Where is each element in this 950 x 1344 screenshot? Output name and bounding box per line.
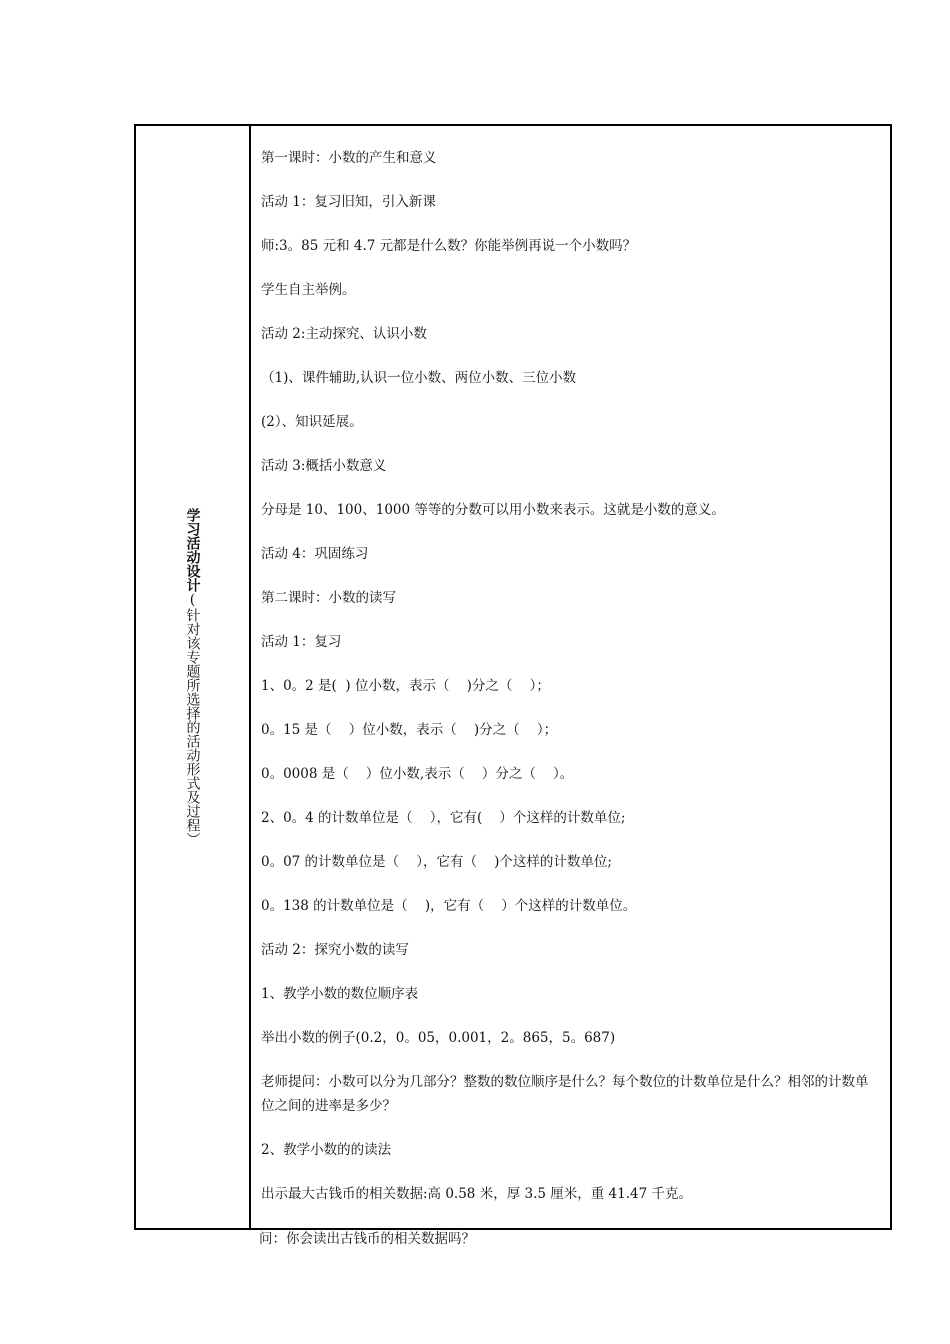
exercise-line: 1、0。2 是( ) 位小数，表示（ )分之（ ）； (261, 678, 550, 694)
exercise-line: 0。07 的计数单位是（ ），它有（ )个这样的计数单位; (261, 854, 612, 870)
text-line: 出示最大古钱币的相关数据:高 0.58 米，厚 3.5 厘米，重 41.47 千克。 (261, 1186, 692, 1202)
exercise-line: 2、0。4 的计数单位是（ ），它有( ）个这样的计数单位; (261, 810, 626, 826)
lesson-1-title: 第一课时：小数的产生和意义 (261, 150, 437, 166)
text-line: 2、教学小数的的读法 (261, 1142, 392, 1158)
teacher-question: 老师提问：小数可以分为几部分？整数的数位顺序是什么？每个数位的计数单位是什么？相邻的计数单位之间的进率是多少？ (261, 1074, 869, 1114)
activity-line: 活动 1：复习旧知，引入新课 (261, 194, 436, 210)
text-line: 1、教学小数的数位顺序表 (261, 986, 419, 1002)
exercise-line: 0。15 是（ ）位小数，表示（ )分之（ ）； (261, 722, 558, 738)
activity-design-label (185, 508, 201, 846)
text-line: (2）、知识延展。 (261, 414, 363, 430)
activity-line: 活动 4：巩固练习 (261, 546, 369, 562)
exercise-line: 0。0008 是（ ）位小数,表示（ ）分之（ ）。 (261, 766, 574, 782)
text-line: 举出小数的例子(0.2，0。05，0.001，2。865，5。687) (261, 1030, 616, 1046)
text-line: 分母是 10、100、1000 等等的分数可以用小数来表示。这就是小数的意义。 (261, 502, 725, 518)
activity-line: 活动 2：探究小数的读写 (261, 942, 409, 958)
text-line: 师:3。85 元和 4.7 元都是什么数？你能举例再说一个小数吗？ (261, 238, 637, 254)
label-cell (136, 126, 251, 1228)
text-line: （1)、课件辅助,认识一位小数、两位小数、三位小数 (261, 370, 577, 386)
activity-line: 活动 1：复习 (261, 634, 342, 650)
text-line: 学生自主举例。 (261, 282, 356, 298)
label-note: (针对该专题所选择的活动形式及过程） (184, 592, 201, 846)
activity-line: 活动 3:概括小数意义 (261, 458, 387, 474)
label-title: 学习活动设计 (184, 508, 201, 592)
exercise-line: 0。138 的计数单位是（ )，它有（ ）个这样的计数单位。 (261, 898, 637, 914)
lesson-table (134, 124, 892, 1230)
question-line: 问：你会读出古钱币的相关数据吗？ (259, 1231, 475, 1247)
activity-line: 活动 2:主动探究、认识小数 (261, 326, 427, 342)
lesson-2-title: 第二课时：小数的读写 (261, 590, 396, 606)
content-cell (261, 126, 880, 1228)
